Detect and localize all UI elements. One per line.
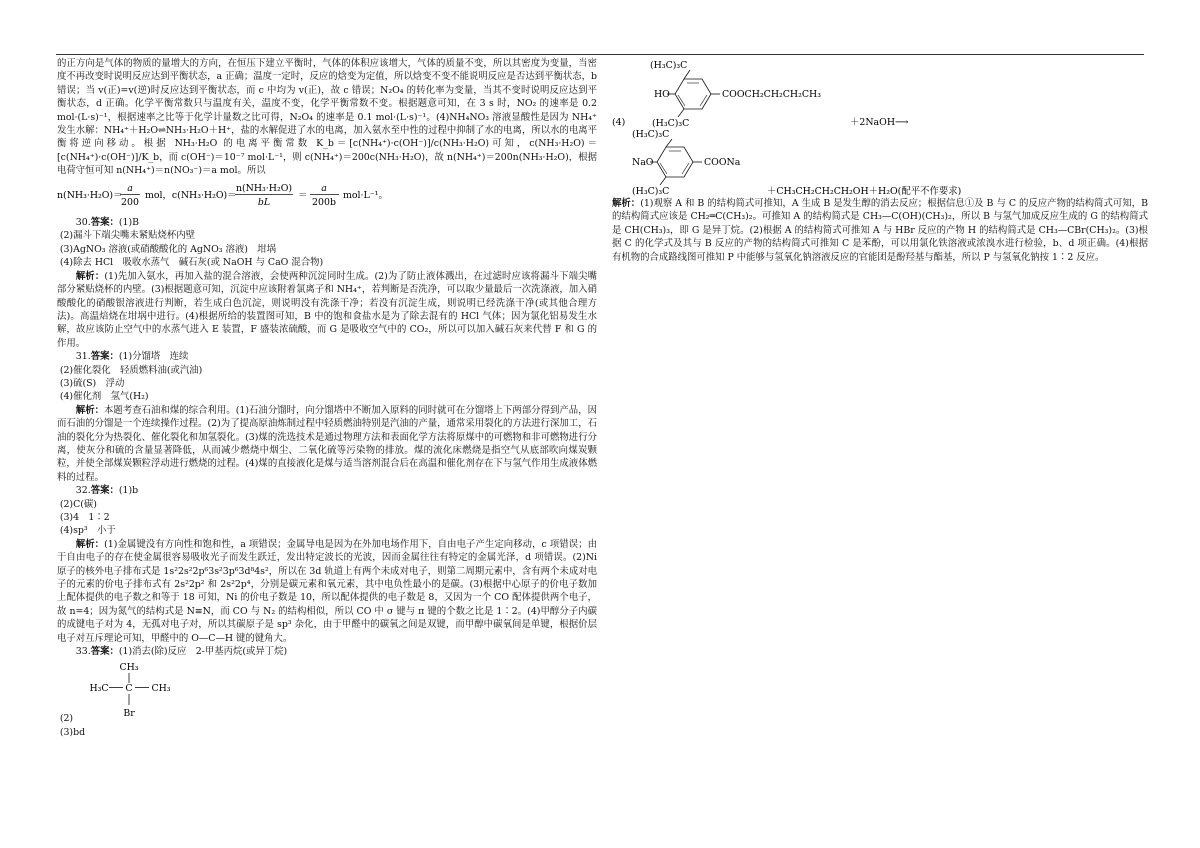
q33-answer-1: (1)消去(除)反应 2-甲基丙烷(或异丁烷) — [118, 646, 288, 658]
q29-continuation-paragraph: 的正方向是气体的物质的量增大的方向，在恒压下建立平衡时，气体的体积应该增大，气体的质量不变，所以其密度为变量，当密度不再改变时说明反应达到平衡状态，a 正确；温度一定时，反应的焓变为定值，所以焓变不变不能说明反应是否达到平衡状态，b 错误；当 v(正)=v(逆)时反应达到平衡状态，而 c 中均为 v(正)，故 c 错误；N₂O₄ 的转化率为变量，当其不变时说明反应达到平衡状态，d 正确。化学平衡常数只与温度有关，温度不变，化学平衡常数不变。根据题意可知，在 3 s 时，NO₂ 的速率是 0.2 mol·(L·s)⁻¹，根据速率之比等于化学计量数之比可得，N₂O₄ 的速率是 0.1 mol·(L·s)⁻¹。(4)NH₄NO₃ 溶液显酸性是因为 NH₄⁺ 发生水解：NH₄⁺＋H₂O⇌NH₃·H₂O＋H⁺，盐的水解促进了水的电离，加入氨水至中性的过程中抑制了水的电离，所以水的电离平衡将逆向移动。根据 NH₃·H₂O 的电离平衡常数 K_b＝[c(NH₄⁺)·c(OH⁻)]/c(NH₃·H₂O)可知，c(NH₃·H₂O)＝[c(NH₄⁺)·c(OH⁻)]/K_b，而 c(OH⁻)＝10⁻⁷ mol·L⁻¹，则 c(NH₄⁺)＝200c(NH₃·H₂O)，故 n(NH₄⁺)＝200n(NH₃·H₂O)，根据电荷守恒可知 n(NH₄⁺)＝n(NO₃⁻)＝a mol。所以 — [57, 58, 597, 177]
q30-answer-1: (1)B — [118, 217, 140, 229]
struct-left-h3c: H₃C — [89, 683, 109, 695]
q30-answer-line — [57, 216, 597, 229]
struct-top-ch3: CH₃ — [119, 662, 139, 674]
q31-number: 31. — [75, 351, 91, 363]
q32-answer-1: (1)b — [118, 485, 139, 497]
q30-explanation-text: (1)先加入氨水，再加入盐的混合溶液，会使两种沉淀同时生成。(2)为了防止液体溅出，在过滤时应该将漏斗下端尖嘴部分紧贴烧杯的内壁。(3)根据题意可知，沉淀中应该附着氯离子和 NH₄⁺，若判断是否洗净，可以取少量最后一次洗涤液，加入硝酸酸化的硝酸银溶液进行判断，若生成白色沉淀，则说明没有洗涤干净；若没有沉淀生成，则说明已经洗涤干净(或其他合理方法)。高温焙烧在坩埚中进行。(4)根据所给的装置图可知，B 中的饱和食盐水是为了除去混有的 HCl 气体；因为氯化铝易发生水解，故应该防止空气中的水蒸气进入 E 装置，F 盛装浓硫酸，而 G 是吸收空气中的 CO₂，所以可以加入碱石灰来代替 F 和 G 的作用。 — [57, 270, 597, 349]
q31-answer-label: 答案： — [90, 351, 119, 363]
q33-answer-2: (2) — [59, 713, 74, 725]
q31-explanation — [57, 404, 597, 484]
product-benzene-ring — [657, 147, 693, 177]
q32-answer-4: (4)sp³ 小于 — [59, 525, 116, 537]
q32-explanation — [57, 538, 597, 645]
right-column — [612, 57, 1148, 264]
sub-question-4-label: (4) — [612, 117, 626, 128]
q30-explanation-label: 解析： — [75, 270, 105, 282]
struct-bottom-br: Br — [123, 708, 135, 720]
frac1-numerator: a — [127, 182, 133, 194]
q31-explanation-label: 解析： — [75, 404, 105, 416]
struct-center-c: C — [125, 683, 133, 695]
product-byproducts: ＋CH₃CH₂CH₂CH₂OH＋H₂O(配平不作要求) — [767, 186, 962, 197]
ester-hydrolysis-equation — [612, 57, 1148, 197]
q32-answer-3: (3)4 1∶2 — [59, 512, 110, 523]
header-rule — [56, 54, 1144, 55]
product-tbu-bottom: (H₃C)₃C — [632, 186, 670, 197]
fraction-formula-svg — [57, 180, 597, 210]
product-coona: COONa — [704, 157, 741, 168]
reactant-tbu-bottom: (H₃C)₃C — [652, 118, 690, 129]
reactant-ho: HO — [654, 89, 670, 100]
q31-answer-3: (3)硫(S) 浮动 — [59, 377, 125, 389]
q32-explanation-text: (1)金属键没有方向性和饱和性，a 项错误；金属导电是因为在外加电场作用下，自由电子产生定向移动，c 项错误；由于自由电子的存在使金属很容易吸收光子而发生跃迁，发出特定波长的光波，因而金属往往有特定的金属光泽，d 项错误。(2)Ni 原子的核外电子排布式是 1s²2s²2p⁶3s²3p⁶3d⁸4s²，所以在 3d 轨道上有两个未成对电子，则第二周期元素中，含有两个未成对电子的元素的价电子排布式有 2s²2p² 和 2s²2p⁴，分别是碳元素和氧元素，其中电负性最小的是碳。(3)根据中心原子的价电子数加上配体提供的电子数之和等于 18 可知，Ni 的价电子数是 10，所以配体提供的电子数是 8，又因为一个 CO 配体提供两个电子，故 n=4；因为氮气的结构式是 N≡N，而 CO 与 N₂ 的结构相似，所以 CO 中 σ 键与 π 键的个数之比是 1∶2。(4)甲醇分子内碳的成键电子对为 4，无孤对电子对，所以其碳原子是 sp³ 杂化，由于甲醛中的碳氧之间是双键，而甲醇中碳氧间是单键，根据价层电子对互斥理论可知，甲醛中的 O—C—H 键的键角大。 — [57, 538, 597, 644]
frac1-denominator: 200 — [121, 196, 139, 208]
reactant-tbu-top: (H₃C)₃C — [650, 60, 688, 71]
frac2-denominator: bL — [257, 196, 271, 208]
q31-answer-2: (2)催化裂化 轻质燃料油(或汽油) — [59, 364, 203, 376]
formula-lhs: n(NH₃·H₂O)＝ — [57, 189, 123, 201]
q31-explanation-text: 本题考查石油和煤的综合利用。(1)石油分馏时，向分馏塔中不断加入原料的同时就可在分馏塔上下两部分得到产品，因而石油的分馏是一个连续操作过程。(2)为了提高原油炼制过程中轻质燃油特别是汽油的产量，通常采用裂化的方法进行深加工，石油的裂化分为热裂化、催化裂化和加氢裂化。(3)煤的洗选技术是通过物理方法和表面化学方法将原煤中的可燃物和非可燃物进行分离，使灰分和硫的含量显著降低，从而减少燃烧中烟尘、二氧化硫等污染物的排放。煤的流化床燃烧是指空气从底部吹向煤炭颗粒，并使全部煤炭颗粒浮动进行燃烧的过程。(4)煤的直接液化是煤与适当溶剂混合后在高温和催化剂存在下与氢气作用生成液体燃料的过程。 — [57, 404, 597, 483]
formula-equals: ＝ — [298, 189, 308, 201]
q33-answer-label: 答案： — [90, 646, 119, 658]
reactant-ester-chain: COOCH₂CH₂CH₂CH₃ — [722, 89, 821, 100]
q32-number: 32. — [75, 485, 91, 497]
q32-answer-label: 答案： — [90, 485, 119, 497]
reagent-naoh-arrow: ＋2NaOH⟶ — [850, 117, 909, 128]
q33-explanation-label: 解析： — [612, 198, 641, 209]
q33-explanation — [612, 197, 1148, 264]
product-nao: NaO — [632, 157, 654, 168]
q33-number: 33. — [75, 646, 91, 658]
left-column — [57, 57, 597, 739]
ammonia-amount-formula — [57, 180, 597, 214]
formula-tail: mol·L⁻¹。 — [343, 189, 388, 201]
reactant-benzene-ring — [675, 79, 711, 109]
frac3-numerator: a — [321, 182, 327, 194]
formula-mid: mol，c(NH₃·H₂O)＝ — [145, 189, 237, 201]
struct-right-ch3: CH₃ — [151, 683, 171, 695]
q31-answer-4: (4)催化剂 氢气(H₂) — [59, 391, 149, 403]
frac2-numerator: n(NH₃·H₂O) — [235, 182, 293, 194]
q30-explanation — [57, 270, 597, 350]
q32-answer-2: (2)C(碳) — [59, 498, 97, 510]
tert-butyl-bromide-structure — [57, 658, 257, 720]
q33-answer-3: (3)bd — [59, 726, 86, 738]
q31-answer-line — [57, 350, 597, 363]
q32-answer-line — [57, 484, 597, 497]
frac3-denominator: 200b — [312, 196, 336, 208]
q33-explanation-text: (1)观察 A 和 B 的结构简式可推知，A 生成 B 是发生醇的消去反应；根据信息①及 B 与 C 的反应产物的结构简式可知，B 的结构简式应该是 CH₂═C(CH₃)₂。可推知 A 的结构简式是 CH₃—C(OH)(CH₃)₂，所以 B 与氢气加成反应生成的 G 的结构简式是 CH(CH₃)₃，即 G 是异丁烷。(2)根据 A 的结构简式可推知 A 与 HBr 反应的产物 H 的结构简式是 CH₃—CBr(CH₃)₂。(3)根据 C 的化学式及其与 B 反应的产物的结构简式可推知 C 是苯酚，可以用氯化铁溶液或浓溴水进行检验，b、d 项正确。(4)根据有机物的合成路线图可推知 P 中能够与氢氧化钠溶液反应的官能团是酚羟基与酯基，所以 P 与氢氧化钠按 1∶2 反应。 — [612, 198, 1148, 263]
q30-answer-4: (4)除去 HCl 吸收水蒸气 碱石灰(或 NaOH 与 CaO 混合物) — [59, 257, 324, 269]
q32-explanation-label: 解析： — [75, 538, 105, 550]
q31-answer-1: (1)分馏塔 连续 — [118, 351, 189, 363]
q30-answer-label: 答案： — [90, 217, 119, 229]
q30-answer-3: (3)AgNO₃ 溶液(或硝酸酸化的 AgNO₃ 溶液) 坩埚 — [59, 243, 277, 255]
product-tbu-top: (H₃C)₃C — [632, 129, 670, 140]
q30-answer-2: (2)漏斗下端尖嘴未紧贴烧杯内壁 — [59, 230, 195, 242]
q33-answer-line — [57, 645, 597, 658]
q30-number: 30. — [75, 217, 91, 229]
